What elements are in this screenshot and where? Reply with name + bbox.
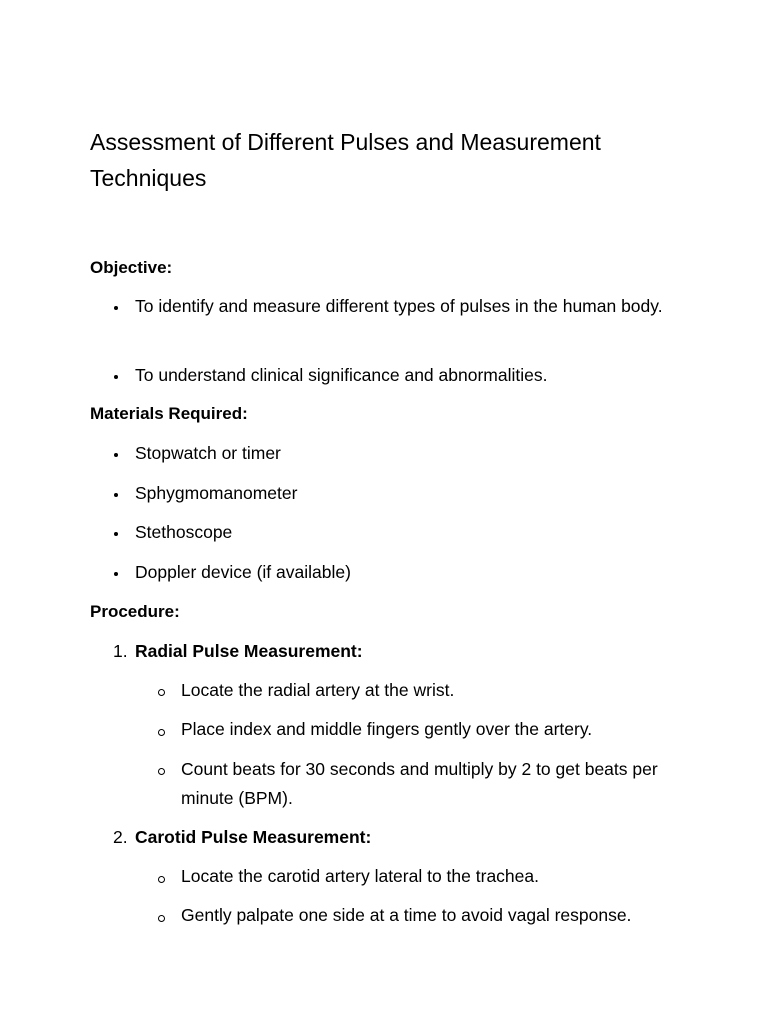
bullet-icon <box>114 572 118 576</box>
objective-heading: Objective: <box>90 258 173 277</box>
objective-item: To understand clinical significance and abnormalities. <box>135 365 548 385</box>
materials-item: Sphygmomanometer <box>135 483 298 503</box>
bullet-icon <box>114 375 118 379</box>
substep-item: Count beats for 30 seconds and multiply by 2 to get beats per minute (BPM). <box>181 759 658 808</box>
procedure-heading: Procedure: <box>90 602 180 621</box>
step-label: Radial Pulse Measurement: <box>135 641 363 661</box>
hollow-bullet-icon <box>158 915 165 922</box>
step-label: Carotid Pulse Measurement: <box>135 827 372 847</box>
bullet-icon <box>114 453 118 457</box>
materials-item: Doppler device (if available) <box>135 562 351 582</box>
objective-item: To identify and measure different types of pulses in the human body. <box>135 296 663 316</box>
materials-item: Stopwatch or timer <box>135 443 281 463</box>
hollow-bullet-icon <box>158 729 165 736</box>
substep-item: Locate the carotid artery lateral to the trachea. <box>181 866 539 886</box>
bullet-icon <box>114 493 118 497</box>
document-title: Assessment of Different Pulses and Measurement Techniques <box>90 129 601 191</box>
hollow-bullet-icon <box>158 876 165 883</box>
step-number: 2. <box>113 827 128 847</box>
step-number: 1. <box>113 641 128 661</box>
bullet-icon <box>114 532 118 536</box>
substep-item: Place index and middle fingers gently over the artery. <box>181 719 593 739</box>
materials-heading: Materials Required: <box>90 404 248 423</box>
substep-item: Locate the radial artery at the wrist. <box>181 680 455 700</box>
hollow-bullet-icon <box>158 689 165 696</box>
materials-item: Stethoscope <box>135 522 233 542</box>
bullet-icon <box>114 306 118 310</box>
substep-item: Gently palpate one side at a time to avoid vagal response. <box>181 905 632 925</box>
hollow-bullet-icon <box>158 768 165 775</box>
